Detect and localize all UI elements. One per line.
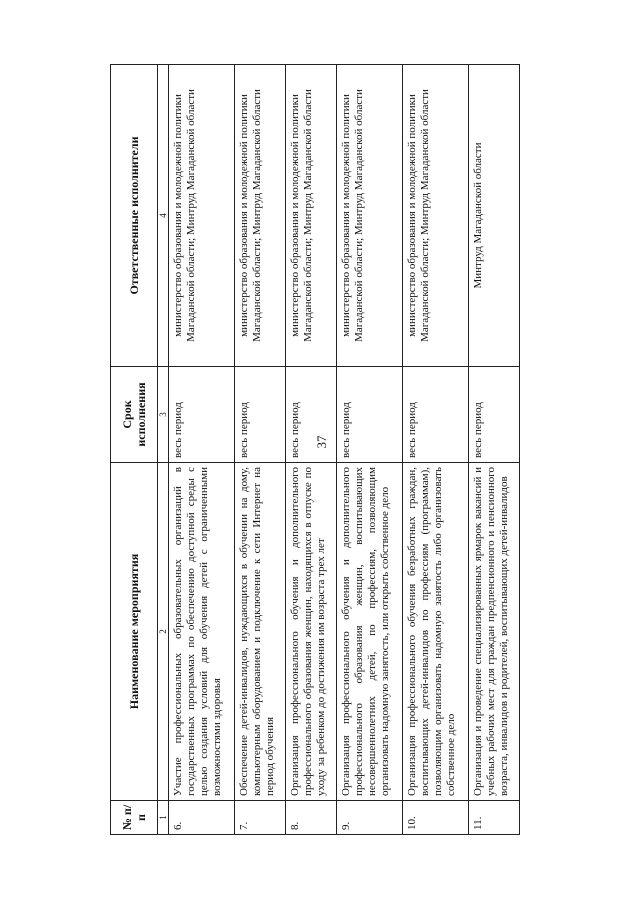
table-row — [337, 65, 403, 835]
deadline: весь период — [285, 367, 336, 463]
deadline: весь период — [234, 367, 285, 463]
table-row — [285, 65, 336, 835]
table-row — [468, 65, 519, 835]
executors: министерство образования и молодежной политики Магаданской области; Минтруд Магаданской области — [402, 65, 468, 367]
activity-name: Организация профессионального обучения и дополнительного профессионального образования женщин, находящихся в отпуске по уходу за ребенком до достижения им возраста трех лет — [285, 463, 336, 801]
page-number: 37 — [314, 435, 329, 449]
activity-name: Организация профессионального обучения безработных граждан, воспитывающих детей-инвалидов по профессиям (программам), позволяющим организовать надомную занятость либо организовать собственное дело — [402, 463, 468, 801]
deadline: весь период — [169, 367, 235, 463]
row-number: 8. — [285, 801, 336, 835]
activity-name: Участие профессиональных образовательных организаций в государственных программах по обеспечению доступной среды с целью создания условий для обучения детей с ограниченными возможностями здоровья — [169, 463, 235, 801]
deadline: весь период — [337, 367, 403, 463]
executors: министерство образования и молодежной политики Магаданской области; Минтруд Магаданской области — [337, 65, 403, 367]
column-number: 3 — [158, 367, 169, 463]
deadline: весь период — [468, 367, 519, 463]
column-number-row — [158, 65, 169, 835]
table-header-row — [111, 65, 158, 835]
executors: министерство образования и молодежной политики Магаданской области; Минтруд Магаданской области — [234, 65, 285, 367]
executors: министерство образования и молодежной политики Магаданской области; Минтруд Магаданской области — [169, 65, 235, 367]
table-row — [234, 65, 285, 835]
table-row — [169, 65, 235, 835]
header-activity-name: Наименование мероприятия — [111, 463, 158, 801]
column-number: 2 — [158, 463, 169, 801]
executors: министерство образования и молодежной политики Магаданской области; Минтруд Магаданской области — [285, 65, 336, 367]
deadline: весь период — [402, 367, 468, 463]
header-executors: Ответственные исполнители — [111, 65, 158, 367]
activities-table — [110, 64, 520, 835]
table-row — [402, 65, 468, 835]
row-number: 6. — [169, 801, 235, 835]
row-number: 10. — [402, 801, 468, 835]
activity-name: Организация и проведение специализированных ярмарок вакансий и учебных рабочих мест для граждан предпенсионного и пенсионного возраста, инвалидов и родителей, воспитывающих детей-инвалидов — [468, 463, 519, 801]
activity-name: Организация профессионального обучения и дополнительного профессионального образования женщин, воспитывающих несовершеннолетних детей, по профессиям, позволяющим организовать надомную занятость, или открыть собственное дело — [337, 463, 403, 801]
header-deadline: Срок исполнения — [111, 367, 158, 463]
executors: Минтруд Магаданской области — [468, 65, 519, 367]
row-number: 11. — [468, 801, 519, 835]
column-number: 1 — [158, 801, 169, 835]
row-number: 9. — [337, 801, 403, 835]
activity-name: Обеспечение детей-инвалидов, нуждающихся в обучении на дому, компьютерным оборудованием и подключение к сети Интернет на период обучения — [234, 463, 285, 801]
row-number: 7. — [234, 801, 285, 835]
rotated-table-container — [110, 65, 520, 835]
column-number: 4 — [158, 65, 169, 367]
header-number: № п/п — [111, 801, 158, 835]
